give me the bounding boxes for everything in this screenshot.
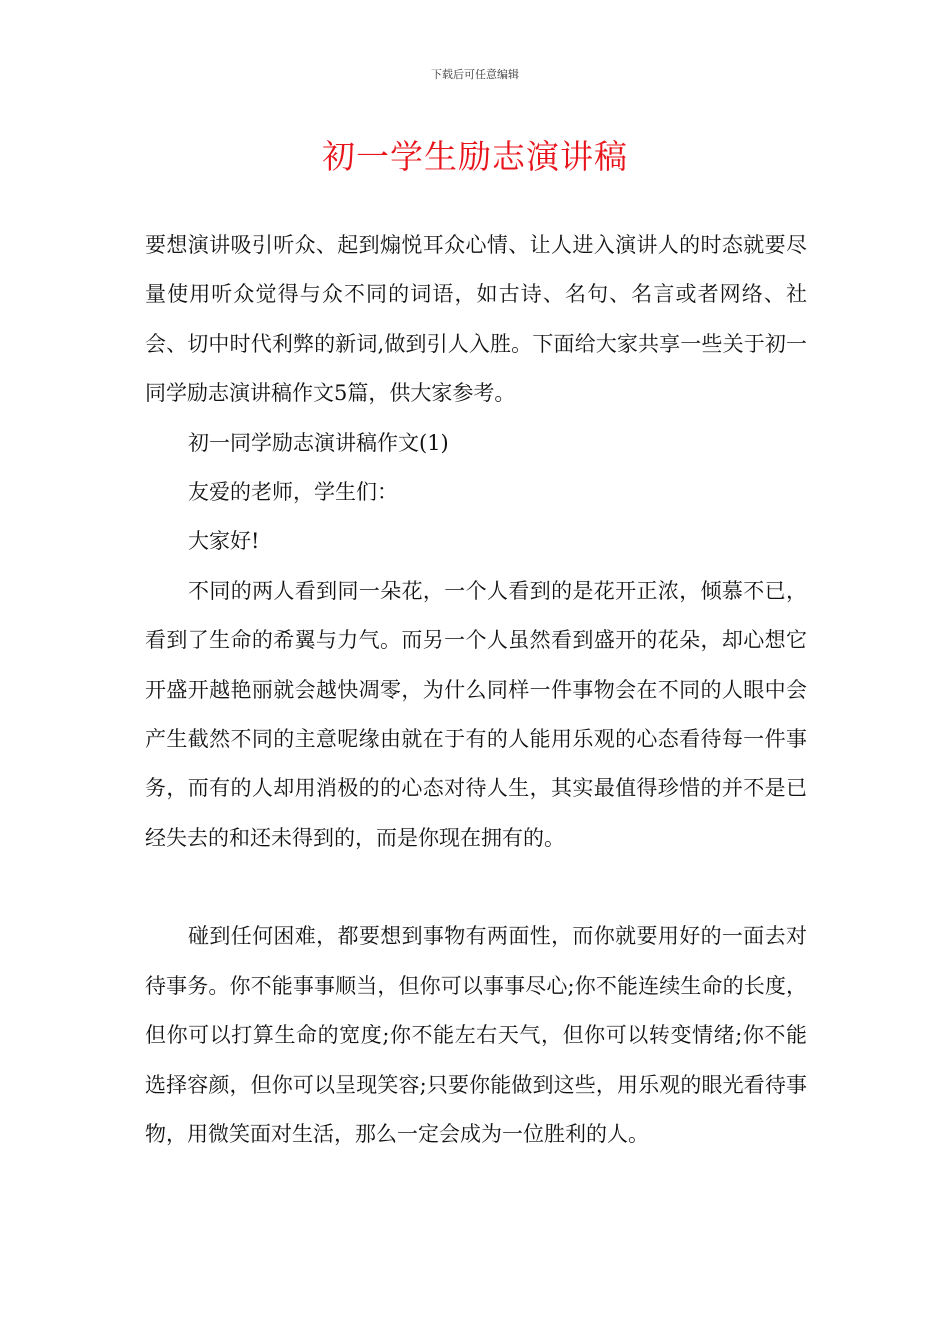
salutation: 友爱的老师，学生们： [188, 480, 398, 505]
body-paragraph: 碰到任何困难，都要想到事物有两面性，而你就要用好的一面去对待事务。你不能事事顺当，但你可以事事尽心;你不能连续生命的长度，但你可以打算生命的宽度;你不能左右天气，但你可以转变情绪;你不能选择容颜，但你可以呈现笑容;只要你能做到这些，用乐观的眼光看待事物，用微笑面对生活，那么一定会成为一位胜利的人。 [145, 924, 807, 1146]
section-heading: 初一同学励志演讲稿作文(1) [188, 430, 449, 455]
intro-paragraph: 要想演讲吸引听众、起到煽悦耳众心情、让人进入演讲人的时态就要尽量使用听众觉得与众不同的词语，如古诗、名句、名言或者网络、社会、切中时代利弊的新词,做到引人入胜。下面给大家共享一些关于初一同学励志演讲稿作文5篇，供大家参考。 [145, 233, 807, 406]
body-paragraph: 不同的两人看到同一朵花，一个人看到的是花开正浓，倾慕不已，看到了生命的希翼与力气。而另一个人虽然看到盛开的花朵，却心想它开盛开越艳丽就会越快凋零，为什么同样一件事物会在不同的人眼中会产生截然不同的主意呢缘由就在于有的人能用乐观的心态看待每一件事务，而有的人却用消极的的心态对待人生，其实最值得珍惜的并不是已经失去的和还未得到的，而是你现在拥有的。 [145, 578, 807, 850]
document-title: 初一学生励志演讲稿 [322, 137, 628, 176]
document-body [145, 221, 807, 1159]
greeting: 大家好! [188, 529, 260, 554]
header-note: 下载后可任意编辑 [431, 68, 519, 81]
